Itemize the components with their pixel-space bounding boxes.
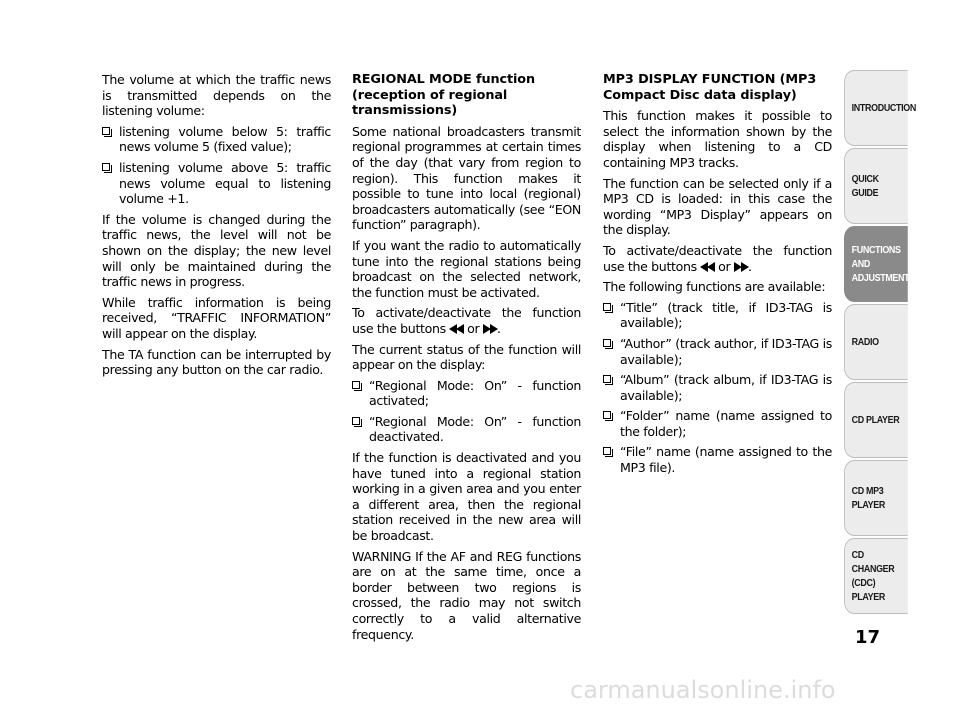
paragraph-buttons: To activate/deactivate the function use the buttons or . [603,242,832,274]
paragraph-buttons: To activate/deactivate the function use the buttons or . [352,305,581,336]
rewind-icon [707,262,715,272]
tab-functions-and-adjustments[interactable]: FUNCTIONS AND ADJUSTMENTS [844,226,908,302]
paragraph: The current status of the function will appear on the display: [352,341,581,373]
paragraph: If the function is deactivated and you have tuned into a regional station working in a given area and you enter a different area, then the regional station received in the new area will be broadcast. [352,450,581,544]
checkbox-bullet-icon [102,163,110,171]
column-traffic-news [102,72,331,383]
rewind-icon [456,324,464,334]
list-item: “Regional Mode: On” - function activated; [352,378,581,409]
paragraph: The following functions are available: [603,279,826,295]
checkbox-bullet-icon [603,411,611,419]
list-item: “Album” (track album, if ID3-TAG is available); [603,372,832,403]
paragraph: If you want the radio to automatically tune into the regional stations being broadcast on the selected network, the function must be activated. [352,237,581,300]
tab-introduction[interactable]: INTRODUCTION [844,70,908,146]
paragraph: The function can be selected only if a MP3 CD is loaded: in this case the wording “MP3 Display” appears on the display. [603,175,832,238]
list-item: “Folder” name (name assigned to the folder); [603,408,832,439]
list-item: “Regional Mode: On” - function deactivated. [352,414,581,445]
paragraph: The TA function can be interrupted by pressing any button on the car radio. [102,346,331,378]
tab-cd-changer-player[interactable]: CD CHANGER (CDC) PLAYER [844,538,908,614]
checkbox-bullet-icon [603,339,611,347]
list-item: listening volume above 5: traffic news volume equal to listening volume +1. [102,160,331,207]
tab-cd-player[interactable]: CD PLAYER [844,382,908,458]
paragraph: Some national broadcasters transmit regional programmes at certain times of the day (that vary from region to region). This function makes it possible to tune into local (regional) broadcasters automatically (see “EON function” paragraph). [352,123,581,233]
page-number: 17 [855,627,881,648]
column-regional-mode [352,72,581,647]
checkbox-bullet-icon [603,447,611,455]
list-item: “Author” (track author, if ID3-TAG is available); [603,336,832,367]
forward-icon [490,324,498,334]
paragraph: The volume at which the traffic news is transmitted depends on the listening volume: [102,72,331,119]
checkbox-bullet-icon [102,127,110,135]
tab-radio[interactable]: RADIO [844,304,908,380]
column-mp3-display [603,72,832,481]
paragraph: While traffic information is being received, “TRAFFIC INFORMATION” will appear on the display. [102,294,331,341]
paragraph: WARNING If the AF and REG functions are on at the same time, once a border between two regions is crossed, the radio may not switch correctly to a valid alternative frequency. [352,548,581,642]
section-heading: MP3 DISPLAY FUNCTION (MP3 Compact Disc data display) [603,72,817,103]
checkbox-bullet-icon [603,303,611,311]
tab-cd-mp3-player[interactable]: CD MP3 PLAYER [844,460,908,536]
watermark: carmanualsonline.info [570,676,836,704]
list-item: “Title” (track title, if ID3-TAG is available); [603,300,832,331]
list-item: “File” name (name assigned to the MP3 file). [603,444,832,475]
checkbox-bullet-icon [352,381,360,389]
forward-icon [741,262,749,272]
checkbox-bullet-icon [603,375,611,383]
section-tabs [844,70,919,616]
section-heading: REGIONAL MODE function (reception of regional transmissions) [352,72,535,119]
checkbox-bullet-icon [352,417,360,425]
tab-quick-guide[interactable]: QUICK GUIDE [844,148,908,224]
paragraph: This function makes it possible to select the information shown by the display when listening to a CD containing MP3 tracks. [603,108,832,170]
paragraph: If the volume is changed during the traffic news, the level will not be shown on the display; the new level will only be maintained during the traffic news in progress. [102,211,331,290]
list-item: listening volume below 5: traffic news volume 5 (fixed value); [102,124,331,155]
